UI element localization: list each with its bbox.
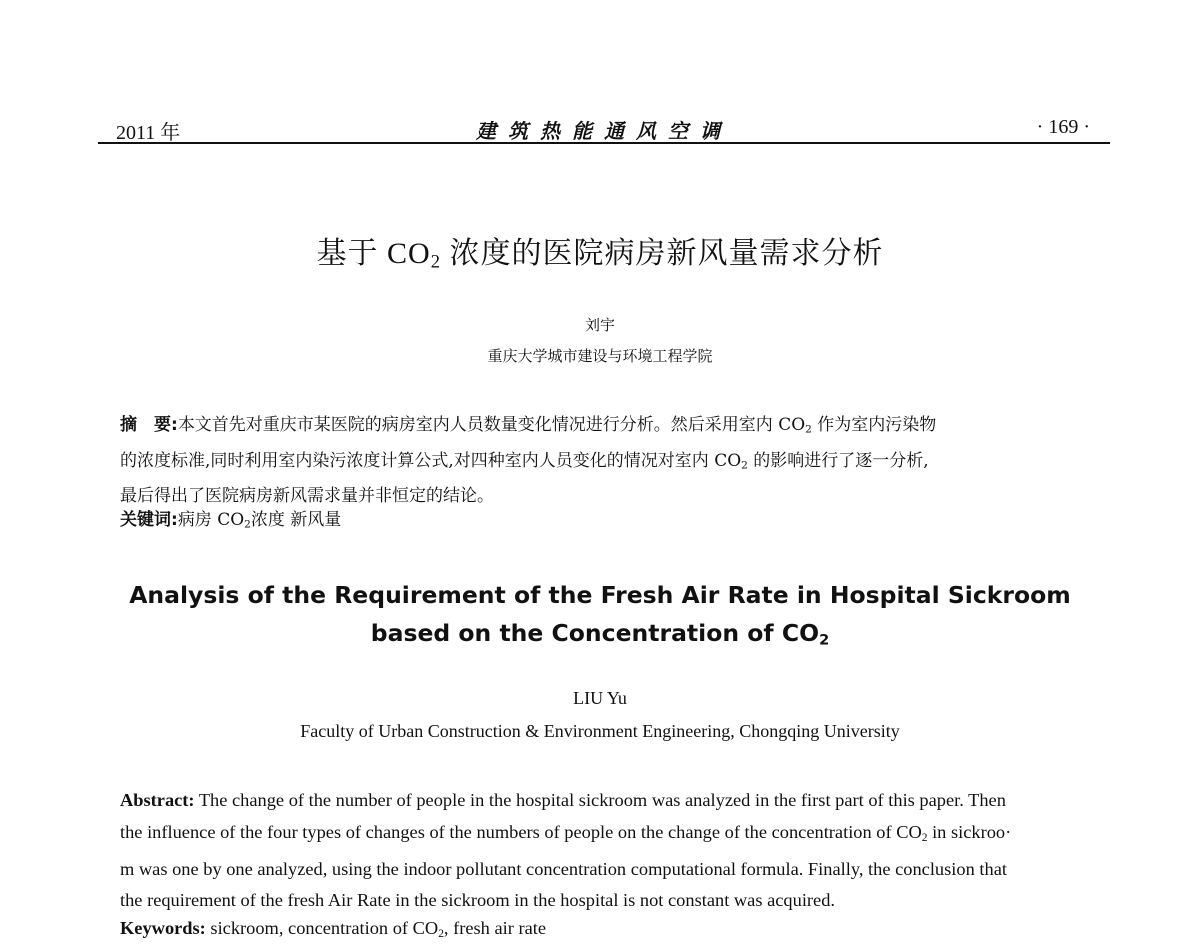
chinese-title <box>0 228 1200 274</box>
english-affiliation: Faculty of Urban Construction & Environment Engineering, Chongqing University <box>300 721 900 741</box>
chinese-author: 刘宇 <box>584 316 615 334</box>
english-author: LIU Yu <box>573 688 627 708</box>
chinese-title-prefix: 基于 <box>316 236 379 271</box>
english-keywords-label: Keywords: <box>120 918 206 938</box>
keyword-co2-concentration: $CO_2$浓度 <box>217 510 291 531</box>
chinese-abstract <box>120 410 1110 512</box>
chinese-keywords-label: 关键词: <box>120 510 178 530</box>
chinese-title-suffix: 浓度的医院病房新风量需求分析 <box>449 236 884 271</box>
english-keywords: Keywords: sickroom, concentration of $CO_2$, fresh air rate <box>120 918 547 940</box>
header-year: 2011 年 <box>116 122 181 144</box>
chinese-keywords <box>120 505 341 531</box>
english-abstract-line: the influence of the four types of changes of the numbers of people on the change of the concentration of $CO_2$ in sickroo· <box>120 821 1012 844</box>
english-abstract-label: Abstract: <box>120 790 195 810</box>
header-divider <box>98 142 1110 144</box>
english-abstract-line: m was one by one analyzed, using the indoor pollutant concentration computational formula. Finally, the conclusion that <box>120 858 1007 879</box>
english-abstract-line: Abstract: The change of the number of people in the hospital sickroom was analyzed in the first part of this paper. Then <box>120 790 1006 810</box>
chinese-abstract-label: 摘 要: <box>120 415 178 435</box>
running-header <box>98 112 1110 142</box>
english-title-line: based on the Concentration of $CO_2$ <box>370 619 830 649</box>
chinese-title-co2: $CO_2$ <box>387 237 441 273</box>
chinese-abstract-line: 最后得出了医院病房新风需求量并非恒定的结论。 <box>120 486 494 507</box>
keyword-fresh-air: 新风量 <box>290 510 342 530</box>
keyword-sickroom: 病房 <box>177 510 218 530</box>
english-abstract-line: the requirement of the fresh Air Rate in the sickroom in the hospital is not constant was acquired. <box>120 890 836 911</box>
english-title-line: Analysis of the Requirement of the Fresh Air Rate in Hospital Sickroom <box>129 581 1071 609</box>
chinese-affiliation: 重庆大学城市建设与环境工程学院 <box>487 347 713 365</box>
header-page-number: · 169 · <box>1036 116 1090 138</box>
english-abstract <box>120 785 1110 917</box>
chinese-abstract-line: 摘 要:本文首先对重庆市某医院的病房室内人员数量变化情况进行分析。然后采用室内 $CO_2$ 作为室内污染物 <box>120 415 937 436</box>
chinese-abstract-line: 的浓度标准,同时利用室内染污浓度计算公式,对四种室内人员变化的情况对室内 $CO_2$ 的影响进行了逐一分析, <box>120 450 929 472</box>
english-title <box>0 576 1200 660</box>
header-journal-name: 建筑热能通风空调 <box>476 119 732 143</box>
